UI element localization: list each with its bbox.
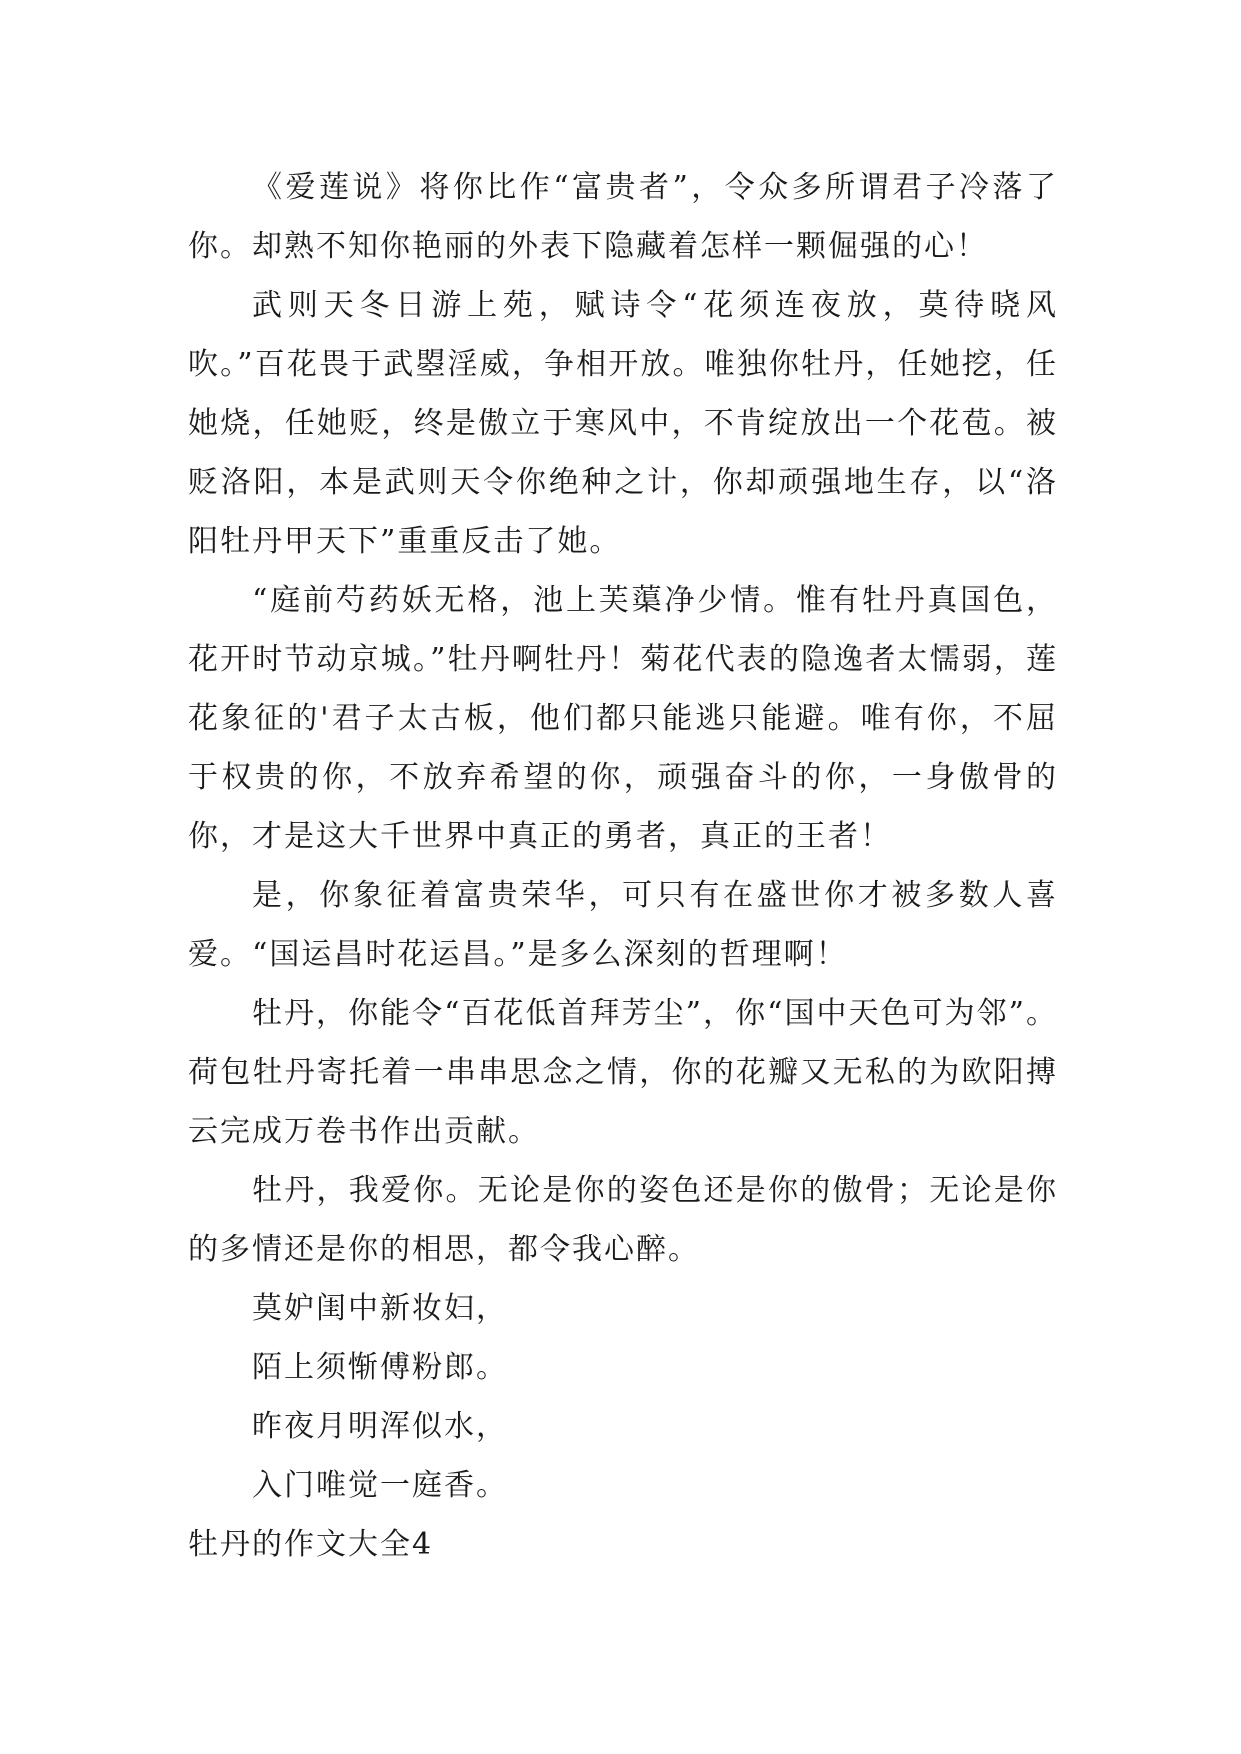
next-section-title: 牡丹的作文大全4	[188, 1527, 434, 1562]
poem-line-1: 莫妒闺中新妆妇，	[252, 1291, 508, 1326]
poem-line-4: 入门唯觉一庭香。	[252, 1468, 508, 1503]
paragraph-1: 《爱莲说》将你比作“富贵者”，令众多所谓君子冷落了你。却熟不知你艳丽的外表下隐藏着怎样一颗倔强的心！	[188, 170, 1058, 264]
poem-line-2: 陌上须惭傅粉郎。	[252, 1350, 508, 1385]
paragraph-3: “庭前芍药妖无格，池上芙蕖净少情。惟有牡丹真国色，花开时节动京城。”牡丹啊牡丹！菊花代表的隐逸者太懦弱，莲花象征的'君子太古板，他们都只能逃只能避。唯有你，不屈于权贵的你，不放弃希望的你，顽强奋斗的你，一身傲骨的你，才是这大千世界中真正的勇者，真正的王者！	[188, 583, 1058, 854]
paragraph-4: 是，你象征着富贵荣华，可只有在盛世你才被多数人喜爱。“国运昌时花运昌。”是多么深刻的哲理啊！	[188, 878, 1058, 972]
paragraph-5: 牡丹，你能令“百花低首拜芳尘”，你“国中天色可为邻”。荷包牡丹寄托着一串串思念之情，你的花瓣又无私的为欧阳搏云完成万卷书作出贡献。	[188, 996, 1058, 1149]
paragraph-2: 武则天冬日游上苑，赋诗令“花须连夜放，莫待晓风吹。”百花畏于武曌淫威，争相开放。唯独你牡丹，任她挖，任她烧，任她贬，终是傲立于寒风中，不肯绽放出一个花苞。被贬洛阳，本是武则天令你绝种之计，你却顽强地生存，以“洛阳牡丹甲天下”重重反击了她。	[188, 288, 1058, 559]
paragraph-6: 牡丹，我爱你。无论是你的姿色还是你的傲骨；无论是你的多情还是你的相思，都令我心醉。	[188, 1173, 1058, 1267]
poem-line-3: 昨夜月明浑似水，	[252, 1409, 508, 1444]
essay-body	[188, 158, 1058, 1574]
